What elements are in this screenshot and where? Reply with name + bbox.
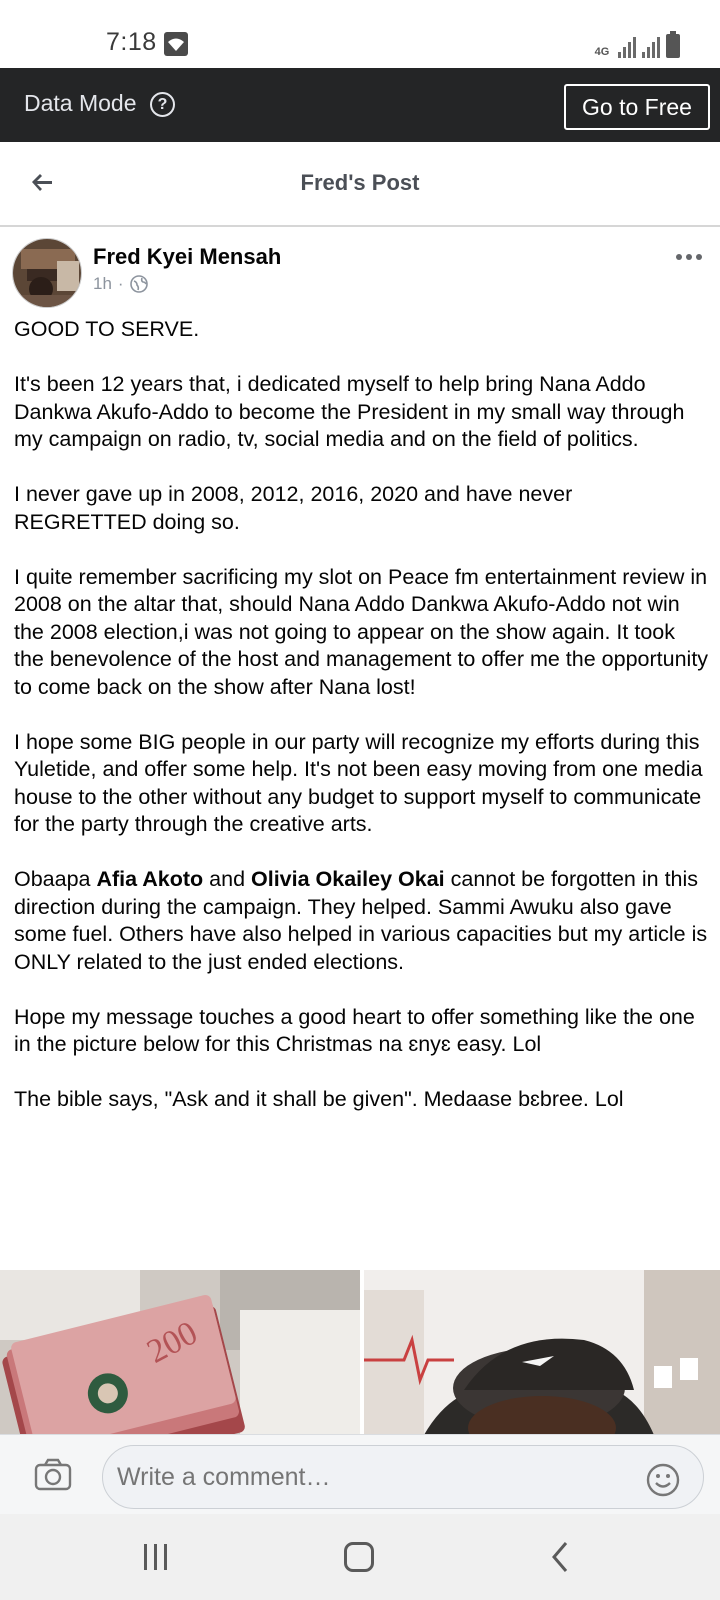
signal-icon-2	[642, 36, 660, 58]
more-options-icon[interactable]	[676, 250, 706, 264]
avatar[interactable]	[12, 238, 82, 308]
system-nav-bar	[0, 1514, 720, 1600]
paragraph-text: and	[203, 867, 252, 891]
banknote-value: 200	[141, 1314, 204, 1371]
comment-input[interactable]	[102, 1445, 704, 1509]
status-time: 7:18	[106, 28, 157, 56]
battery-icon	[666, 34, 680, 58]
page-header	[0, 142, 720, 227]
post-time[interactable]: 1h	[93, 274, 112, 293]
paragraph-text: Obaapa	[14, 867, 97, 891]
go-to-free-button[interactable]: Go to Free	[564, 84, 710, 130]
page-title: Fred's Post	[300, 170, 420, 195]
network-type: 4G	[594, 46, 610, 58]
home-icon[interactable]	[344, 1542, 374, 1572]
photo-money[interactable]	[0, 1270, 360, 1435]
post-paragraph: GOOD TO SERVE.	[14, 317, 200, 341]
recent-apps-icon[interactable]	[144, 1544, 172, 1570]
post-text	[14, 316, 710, 1141]
wifi-icon	[164, 32, 188, 56]
comment-bar	[0, 1434, 720, 1514]
paragraph-text: cannot be forgotten in this direction during the campaign. They helped. Sammi Awuku also gave some fuel. Others have also helped in various capacities but my article is ONLY related to the just ended elections.	[14, 867, 708, 974]
mention-link[interactable]: Olivia Okailey Okai	[251, 867, 445, 891]
post-meta	[93, 274, 148, 294]
globe-icon	[130, 275, 148, 293]
help-icon[interactable]: ?	[150, 92, 175, 117]
post-header	[0, 230, 720, 310]
author-name[interactable]: Fred Kyei Mensah	[93, 244, 282, 269]
post-paragraph: I never gave up in 2008, 2012, 2016, 2020 and have never REGRETTED doing so.	[14, 482, 573, 534]
signal-icon	[618, 36, 636, 58]
photo-person[interactable]	[364, 1270, 720, 1435]
post-paragraph: I quite remember sacrificing my slot on Peace fm entertainment review in 2008 on the altar that, should Nana Addo Dankwa Akufo-Addo not win the 2008 election,i was not going to appear on the show again. It took the benevolence of the host and management to offer me the opportunity to come back on the show after Nana lost!	[14, 564, 709, 699]
mention-link[interactable]: Afia Akoto	[96, 867, 204, 891]
emoji-icon[interactable]	[646, 1463, 680, 1497]
nav-back-icon[interactable]	[548, 1540, 572, 1574]
post-paragraph: Hope my message touches a good heart to offer something like the one in the picture below for this Christmas na ɛnyɛ easy. Lol	[14, 1004, 695, 1056]
status-bar	[0, 0, 720, 68]
post-paragraph: It's been 12 years that, i dedicated myself to help bring Nana Addo Dankwa Akufo-Addo to become the President in my small way through my campaign on radio, tv, social media and on the field of politics.	[14, 372, 685, 451]
status-icons	[592, 30, 680, 58]
post-photos	[0, 1270, 720, 1435]
camera-icon[interactable]	[34, 1457, 72, 1491]
data-mode-label: Data Mode	[24, 90, 137, 116]
meta-separator: ·	[117, 274, 124, 293]
post-paragraph	[14, 866, 710, 976]
post-paragraph: I hope some BIG people in our party will recognize my efforts during this Yuletide, and offer some help. It's not been easy moving from one media house to the other without any budget to support myself to communicate for the party through the creative arts.	[14, 729, 703, 836]
data-mode-bar	[0, 68, 720, 142]
post-paragraph: The bible says, "Ask and it shall be given". Medaase bɛbree. Lol	[14, 1087, 624, 1111]
